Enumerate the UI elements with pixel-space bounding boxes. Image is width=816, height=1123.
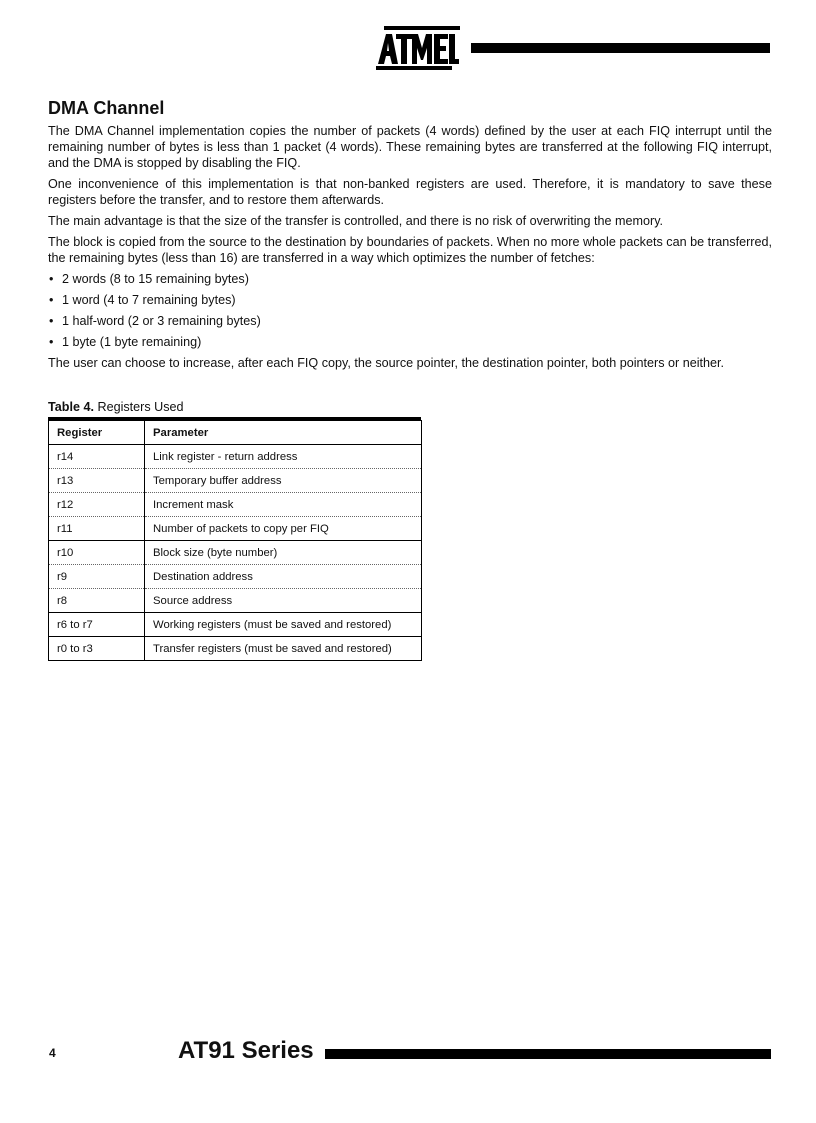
paragraph: The block is copied from the source to the destination by boundaries of packets. When no more whole packets can be transferred, the remaining bytes (less than 16) are transferred in a way which optimizes the number of fetches: [48, 235, 772, 265]
register-cell: r12 [49, 493, 145, 517]
register-cell: r8 [49, 589, 145, 613]
parameter-cell: Temporary buffer address [145, 469, 422, 493]
table-caption [48, 399, 184, 415]
page-number: 4 [49, 1046, 56, 1060]
parameter-cell: Link register - return address [145, 445, 422, 469]
register-cell: r13 [49, 469, 145, 493]
section-title: DMA Channel [48, 98, 165, 118]
table-header-row [49, 421, 422, 445]
register-cell: r14 [49, 445, 145, 469]
paragraph: The DMA Channel implementation copies the number of packets (4 words) defined by the user at each FIQ interrupt until the remaining number of bytes is less than 1 packet (4 words). These remaining bytes are transferred at the following FIQ interrupt, and the DMA is stopped by disabling the FIQ. [48, 124, 772, 170]
table-row [49, 637, 422, 661]
table-row [49, 445, 422, 469]
register-cell: r0 to r3 [49, 637, 145, 661]
parameter-cell: Destination address [145, 565, 422, 589]
list-item [48, 271, 772, 287]
parameter-cell: Transfer registers (must be saved and restored) [145, 637, 422, 661]
paragraph: The user can choose to increase, after each FIQ copy, the source pointer, the destination pointer, both pointers or neither. [48, 356, 725, 370]
register-cell: r6 to r7 [49, 613, 145, 637]
paragraph: One inconvenience of this implementation is that non-banked registers are used. Therefore, it is mandatory to save these registers before the transfer, and to restore them afterwards. [48, 177, 772, 207]
table-row [49, 613, 422, 637]
bullet-icon: • [49, 272, 54, 286]
list-item-text: 2 words (8 to 15 remaining bytes) [62, 272, 249, 286]
column-header-register: Register [49, 421, 145, 445]
table-row [49, 589, 422, 613]
list-item [48, 292, 772, 308]
bullet-icon: • [49, 314, 54, 328]
fetch-list [48, 271, 772, 350]
paragraph: The main advantage is that the size of the transfer is controlled, and there is no risk of overwriting the memory. [48, 214, 664, 228]
section-body [48, 123, 772, 376]
list-item-text: 1 half-word (2 or 3 remaining bytes) [62, 314, 261, 328]
footer-rule [325, 1049, 771, 1059]
table-row [49, 517, 422, 541]
register-cell: r10 [49, 541, 145, 565]
table-caption-label: Table 4. [48, 400, 94, 414]
atmel-logo [376, 26, 460, 70]
parameter-cell: Source address [145, 589, 422, 613]
register-cell: r9 [49, 565, 145, 589]
table-row [49, 565, 422, 589]
list-item [48, 313, 772, 329]
table-row [49, 493, 422, 517]
parameter-cell: Working registers (must be saved and restored) [145, 613, 422, 637]
header-rule [471, 43, 770, 53]
registers-table [48, 420, 422, 661]
parameter-cell: Number of packets to copy per FIQ [145, 517, 422, 541]
parameter-cell: Increment mask [145, 493, 422, 517]
bullet-icon: • [49, 335, 54, 349]
table-row [49, 541, 422, 565]
list-item-text: 1 byte (1 byte remaining) [62, 335, 202, 349]
footer-title: AT91 Series [178, 1037, 314, 1064]
table-row [49, 469, 422, 493]
bullet-icon: • [49, 293, 54, 307]
register-cell: r11 [49, 517, 145, 541]
list-item-text: 1 word (4 to 7 remaining bytes) [62, 293, 236, 307]
list-item [48, 334, 772, 350]
registers-table-wrap [48, 417, 421, 661]
table-caption-text: Registers Used [97, 400, 184, 414]
column-header-parameter: Parameter [145, 421, 422, 445]
parameter-cell: Block size (byte number) [145, 541, 422, 565]
